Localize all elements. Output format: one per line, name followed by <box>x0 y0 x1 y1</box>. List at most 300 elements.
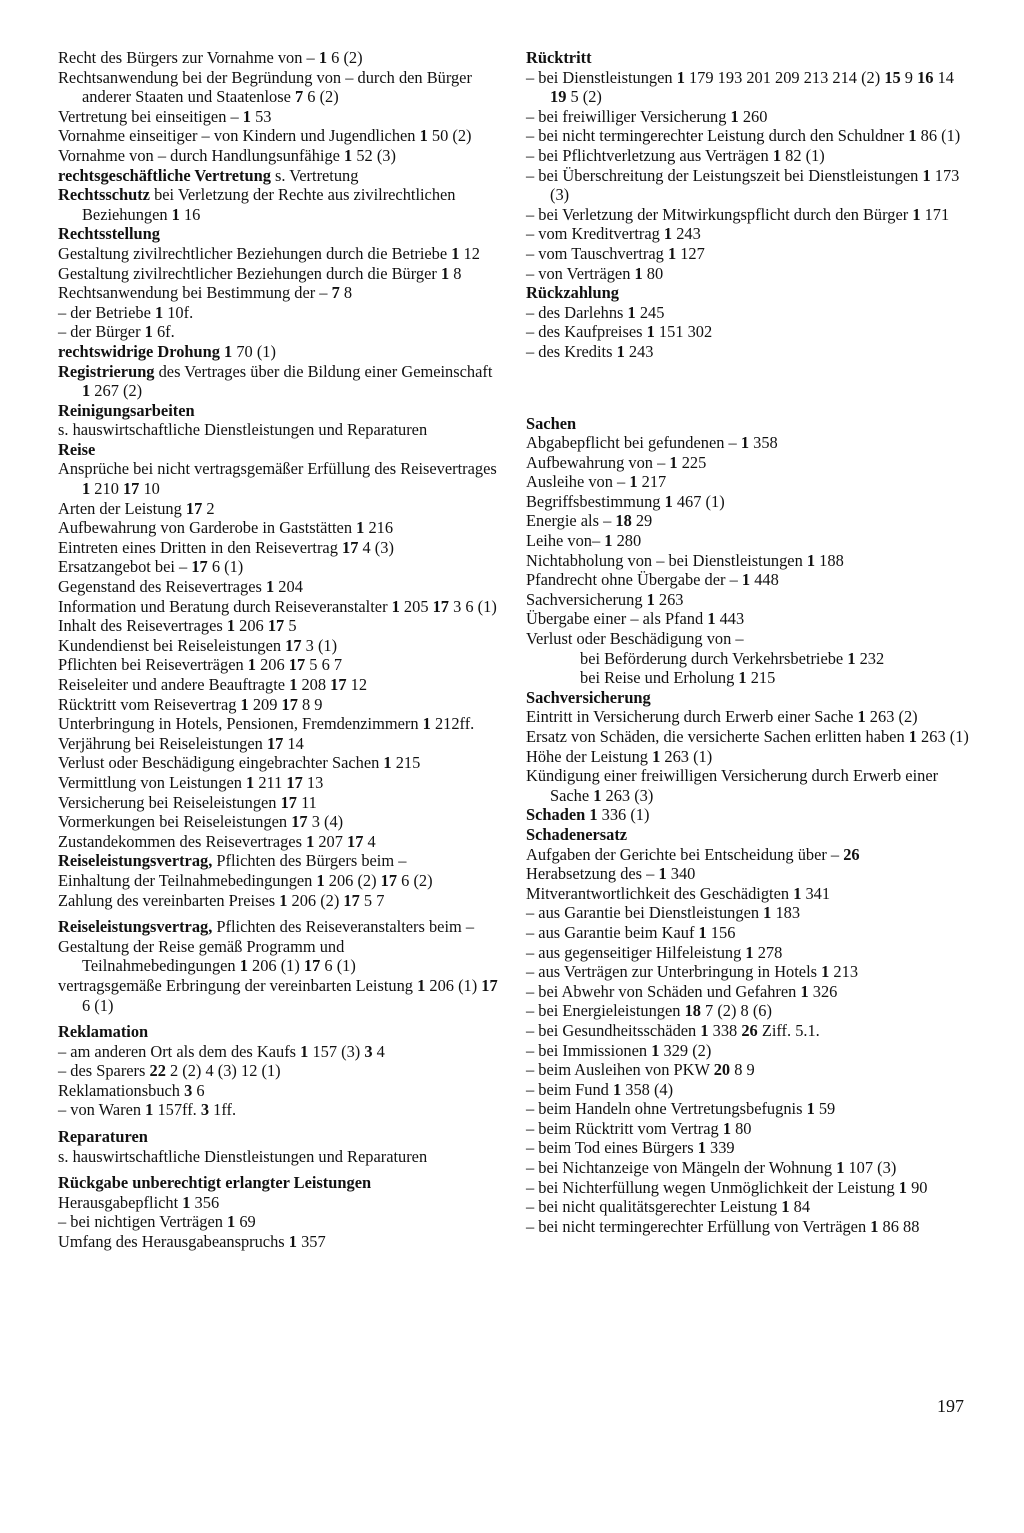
bold-ref: 1 <box>741 570 751 590</box>
index-entry <box>58 126 501 146</box>
index-heading <box>526 414 970 434</box>
bold-ref: 1 <box>740 433 750 453</box>
bold-ref: 1 <box>836 1158 845 1178</box>
index-entry <box>526 1158 970 1178</box>
entry-text: 171 <box>920 204 950 224</box>
entry-text: vertragsgemäße Erbringung der vereinbarten Leistung <box>58 975 418 995</box>
bold-ref: 1 <box>870 1216 879 1236</box>
entry-text: Höhe der Leistung <box>526 746 653 766</box>
index-entry <box>526 747 970 767</box>
entry-text: – bei Immissionen <box>526 1040 652 1060</box>
bold-ref: 1 <box>646 322 655 342</box>
entry-text: 59 <box>814 1099 836 1119</box>
bold-ref: 15 <box>884 67 901 87</box>
entry-text: 6 <box>192 1080 205 1100</box>
bold-ref: 1 <box>589 805 598 825</box>
bold-ref: 1 <box>391 596 400 616</box>
entry-text: Sachversicherung <box>526 589 647 609</box>
entry-text: 90 <box>907 1177 928 1197</box>
entry-text: 1ff. <box>209 1100 237 1120</box>
entry-text: 10f. <box>163 302 194 322</box>
bold-ref: 1 <box>612 1079 622 1099</box>
entry-text: 2 (2) 4 (3) 12 (1) <box>165 1061 281 1081</box>
entry-text: 4 (3) <box>358 537 394 557</box>
index-entry <box>526 472 970 492</box>
entry-text: Herausgabepflicht <box>58 1192 183 1212</box>
index-entry <box>526 511 970 531</box>
entry-text: 206 (1) <box>247 956 304 976</box>
index-entry <box>526 1041 970 1061</box>
entry-text: 8 9 <box>297 694 323 714</box>
index-entry <box>58 1100 501 1120</box>
heading-text: Rechtsstellung <box>58 224 160 244</box>
entry-text: 52 (3) <box>352 145 396 165</box>
entry-text: 278 <box>753 942 783 962</box>
entry-text: – bei nicht termingerechter Leistung durch den Schuldner <box>526 126 909 146</box>
entry-text: bei Reise und Erholung <box>580 668 739 688</box>
bold-ref: 1 <box>821 962 830 982</box>
entry-text: Pflichten des Reiseveranstalters beim – <box>212 917 475 937</box>
entry-text: 263 (1) <box>660 746 713 766</box>
bold-ref: 26 <box>741 1020 758 1040</box>
index-entry <box>58 420 501 440</box>
bold-ref: 1 <box>316 870 325 890</box>
heading-text: Rückzahlung <box>526 283 619 303</box>
bold-ref: 18 <box>684 1001 701 1021</box>
index-entry <box>58 283 501 303</box>
index-entry <box>526 766 970 805</box>
bold-ref: 1 <box>857 707 866 727</box>
entry-text: 358 <box>749 433 778 453</box>
index-entry <box>526 1119 970 1139</box>
bold-ref: 1 <box>279 890 288 910</box>
entry-text: 11 <box>296 792 317 812</box>
entry-text: 188 <box>815 550 844 570</box>
bold-ref: 1 <box>663 224 673 244</box>
entry-text: 29 <box>631 511 653 531</box>
index-entry <box>526 962 970 982</box>
entry-text: 7 (2) 8 (6) <box>700 1001 772 1021</box>
index-entry <box>58 518 501 538</box>
entry-text: 80 <box>731 1118 752 1138</box>
bold-ref: 3 <box>184 1080 193 1100</box>
bold-ref: Schaden <box>526 805 586 825</box>
entry-text: Pflichten des Bürgers beim – <box>212 851 407 871</box>
index-entry <box>58 185 501 224</box>
bold-ref: 17 <box>481 975 498 995</box>
bold-ref: 1 <box>697 1138 706 1158</box>
bold-ref: 17 <box>303 956 321 976</box>
entry-text: 12 <box>459 243 480 263</box>
index-entry <box>526 943 970 963</box>
entry-text: 6 (1) <box>320 956 356 976</box>
bold-ref: Reiseleistungsvertrag, <box>58 851 213 871</box>
index-entry <box>58 1147 501 1167</box>
index-entry <box>526 1217 970 1237</box>
entry-text: Leihe von– <box>526 531 605 551</box>
entry-text: 208 <box>297 675 331 694</box>
entry-text: 12 <box>346 675 368 694</box>
entry-text: 263 (3) <box>601 785 654 805</box>
index-entry <box>58 499 501 519</box>
entry-text: – aus Garantie bei Dienstleistungen <box>526 903 764 923</box>
index-heading <box>526 283 970 303</box>
entry-text: – aus Verträgen zur Unterbringung in Hotels <box>526 962 822 982</box>
entry-text: 80 <box>642 263 664 283</box>
bold-ref: 17 <box>280 792 297 812</box>
bold-ref: 1 <box>806 1099 815 1119</box>
index-entry <box>58 675 501 695</box>
entry-text: 243 <box>624 341 654 361</box>
entry-text: bei Beförderung durch Verkehrsbetriebe <box>580 648 848 668</box>
entry-text: Rücktritt vom Reisevertrag <box>58 694 241 714</box>
entry-text: 217 <box>637 472 667 492</box>
entry-text: 206 (1) <box>425 975 482 995</box>
entry-text: 82 (1) <box>781 145 825 165</box>
bold-ref: 17 <box>432 596 449 616</box>
index-entry <box>58 68 501 107</box>
bold-ref: 1 <box>898 1177 907 1197</box>
entry-text: – der Betriebe <box>58 302 155 322</box>
bold-ref: 20 <box>713 1060 731 1080</box>
entry-text: – bei Abwehr von Schäden und Gefahren <box>526 981 801 1001</box>
bold-ref: 17 <box>286 772 303 792</box>
bold-ref: 1 <box>667 243 677 263</box>
heading-text: Sachen <box>526 413 577 433</box>
entry-text: Vertretung bei einseitigen – <box>58 106 243 126</box>
entry-text: Verlust oder Beschädigung von – <box>526 629 744 649</box>
index-entry <box>526 1099 970 1119</box>
entry-text: Energie als – <box>526 511 616 531</box>
bold-ref: 1 <box>154 302 164 322</box>
entry-text: Gestaltung zivilrechtlicher Beziehungen durch die Betriebe <box>58 243 452 263</box>
entry-text: 107 (3) <box>844 1158 897 1178</box>
entry-text: – aus gegenseitiger Hilfeleistung <box>526 942 746 962</box>
index-entry <box>58 1193 501 1213</box>
bold-ref: 7 <box>295 87 304 107</box>
bold-ref: 1 <box>240 694 249 714</box>
bold-ref: 17 <box>380 870 398 890</box>
index-heading <box>58 224 501 244</box>
index-entry <box>58 107 501 127</box>
spacer <box>58 1015 501 1022</box>
index-entry <box>526 982 970 1002</box>
heading-text: Schadenersatz <box>526 824 628 844</box>
entry-text: – bei Überschreitung der Leistungszeit bei Dienstleistungen <box>526 165 923 185</box>
bold-ref: 1 <box>700 1020 709 1040</box>
index-entry <box>58 264 501 284</box>
bold-ref: 17 <box>185 498 203 518</box>
index-entry <box>526 727 970 747</box>
entry-text: 263 <box>654 589 684 609</box>
entry-text: 467 (1) <box>672 491 725 511</box>
bold-ref: 17 <box>266 733 284 753</box>
bold-ref: 1 <box>288 1232 297 1252</box>
entry-text: Information und Beratung durch Reiseveranstalter <box>58 596 392 616</box>
bold-ref: Rechtsschutz <box>58 185 150 205</box>
index-entry <box>58 655 501 675</box>
entry-text: Rechtsanwendung bei Bestimmung der – <box>58 283 332 303</box>
bold-ref: 1 <box>242 106 251 126</box>
entry-text: Aufbewahrung von Garderobe in Gaststätten <box>58 518 357 538</box>
bold-ref: 1 <box>698 922 707 942</box>
entry-text: Rechtsanwendung bei der Begründung von – durch den Bürger anderer Staaten und Staatenlose <box>58 67 472 107</box>
index-entry <box>58 753 501 773</box>
bold-ref: 17 <box>291 812 308 832</box>
index-entry <box>58 917 501 937</box>
entry-text: 6 (1) <box>82 995 114 1015</box>
bold-ref: 1 <box>171 204 180 224</box>
entry-text: Gestaltung der Reise gemäß Programm und Teilnahmebedingungen <box>58 936 345 976</box>
bold-ref: 1 <box>144 322 153 342</box>
index-entry <box>526 303 970 323</box>
index-entry <box>526 1197 970 1217</box>
entry-text: 6f. <box>152 322 175 342</box>
bold-ref: 1 <box>451 243 460 263</box>
entry-text: 243 <box>672 224 701 244</box>
index-entry <box>526 1021 970 1041</box>
entry-text: 173 (3) <box>550 165 960 205</box>
entry-text: 179 193 201 209 213 214 (2) <box>684 67 885 87</box>
bold-ref: 1 <box>730 106 739 126</box>
entry-text: Pfandrecht ohne Übergabe der – <box>526 570 742 590</box>
index-entry <box>58 616 501 636</box>
index-entry <box>526 1001 970 1021</box>
entry-text: Ersatzangebot bei – <box>58 557 192 577</box>
entry-text: bei Verletzung der Rechte aus zivilrechtlichen Beziehungen <box>82 185 456 224</box>
entry-text: Herabsetzung des – <box>526 864 659 884</box>
entry-text: – der Bürger <box>58 322 145 342</box>
index-entry <box>58 459 501 498</box>
bold-ref: 16 <box>917 67 934 87</box>
spacer <box>58 910 501 917</box>
index-heading <box>58 401 501 421</box>
index-entry <box>58 557 501 577</box>
entry-text: Umfang des Herausgabeanspruchs <box>58 1232 289 1252</box>
bold-ref: 1 <box>226 616 236 636</box>
entry-text: Zahlung des vereinbarten Preises <box>58 890 280 910</box>
index-entry <box>526 433 970 453</box>
index-entry <box>526 453 970 473</box>
entry-text: 5 (2) <box>566 87 602 107</box>
index-entry <box>526 322 970 342</box>
index-entry <box>526 864 970 884</box>
entry-text: 356 <box>190 1192 220 1212</box>
bold-ref: 1 <box>707 609 716 629</box>
index-entry <box>58 303 501 323</box>
entry-text: 3 (4) <box>307 812 344 832</box>
bold-ref: 1 <box>738 668 747 688</box>
entry-text: 212ff. <box>430 714 475 734</box>
bold-ref: rechtsgeschäftliche Vertretung <box>58 165 271 185</box>
index-entry <box>58 597 501 617</box>
index-entry <box>58 773 501 793</box>
bold-ref: 1 <box>781 1197 790 1217</box>
entry-text: – beim Ausleihen von PKW <box>526 1060 714 1080</box>
entry-text: 204 <box>274 577 303 597</box>
bold-ref: 1 <box>634 263 643 283</box>
heading-text: Rücktritt <box>526 48 592 67</box>
entry-text: Ersatz von Schäden, die versicherte Sachen erlitten haben <box>526 727 909 746</box>
index-entry <box>58 976 501 1015</box>
entry-text: 225 <box>677 452 707 472</box>
bold-ref: 1 <box>629 472 638 492</box>
index-entry <box>526 923 970 943</box>
index-entry <box>526 903 970 923</box>
entry-text: Ausleihe von – <box>526 472 630 492</box>
entry-text: 263 (2) <box>865 707 918 727</box>
bold-ref: 17 <box>330 675 347 694</box>
bold-ref: Reiseleistungsvertrag, <box>58 917 213 937</box>
entry-text: 215 <box>391 753 421 773</box>
index-entry <box>58 1042 501 1062</box>
entry-text: Begriffsbestimmung <box>526 491 665 511</box>
bold-ref: 1 <box>318 48 328 67</box>
index-entry <box>526 1060 970 1080</box>
entry-text: 14 <box>283 733 304 753</box>
entry-text: 339 <box>705 1138 735 1158</box>
entry-text: 8 9 <box>730 1060 755 1080</box>
index-entry <box>526 590 970 610</box>
entry-text: 326 <box>808 981 838 1001</box>
index-entry <box>526 492 970 512</box>
bold-ref: 1 <box>745 942 754 962</box>
entry-text: 280 <box>612 531 642 551</box>
entry-text: 329 (2) <box>659 1040 712 1060</box>
entry-text: 206 <box>256 655 289 675</box>
bold-ref: 1 <box>440 263 450 283</box>
entry-text: – aus Garantie beim Kauf <box>526 922 699 942</box>
entry-text: 3 6 (1) <box>449 596 497 616</box>
bold-ref: 3 <box>200 1100 210 1120</box>
entry-text: – bei Nichtanzeige von Mängeln der Wohnung <box>526 1158 837 1178</box>
bold-ref: 1 <box>422 714 431 734</box>
spacer <box>58 1120 501 1127</box>
entry-text: 70 (1) <box>232 341 276 361</box>
entry-text: – beim Fund <box>526 1079 613 1099</box>
heading-text: Sachversicherung <box>526 687 651 707</box>
bold-ref: 1 <box>593 785 602 805</box>
entry-text: Einhaltung der Teilnahmebedingungen <box>58 870 317 890</box>
bold-ref: 1 <box>806 550 816 570</box>
bold-ref: Registrierung <box>58 361 155 381</box>
entry-text: Übergabe einer – als Pfand <box>526 609 708 629</box>
index-heading <box>58 440 501 460</box>
bold-ref: 1 <box>847 648 856 668</box>
entry-text: Nichtabholung von – bei Dienstleistungen <box>526 550 807 570</box>
bold-ref: 1 <box>922 165 931 185</box>
bold-ref: 19 <box>550 87 567 107</box>
index-entry <box>58 1081 501 1101</box>
bold-ref: 1 <box>676 67 685 87</box>
bold-ref: 17 <box>288 655 306 675</box>
entry-text: – bei Verletzung der Mitwirkungspflicht durch den Bürger <box>526 204 913 224</box>
index-entry <box>526 845 970 865</box>
entry-text: – von Waren <box>58 1100 146 1120</box>
entry-text: 211 <box>254 772 287 792</box>
entry-text: 263 (1) <box>916 727 969 746</box>
index-entry <box>58 1212 501 1232</box>
entry-text: Eintritt in Versicherung durch Erwerb einer Sache <box>526 707 858 727</box>
bold-ref: 17 <box>347 831 364 851</box>
entry-text: 183 <box>771 903 801 923</box>
index-entry <box>526 805 970 825</box>
index-entry <box>526 244 970 264</box>
index-entry <box>58 734 501 754</box>
entry-text: Vormerkungen bei Reiseleistungen <box>58 812 292 832</box>
bold-ref: 17 <box>281 694 298 714</box>
entry-text: 157 (3) <box>308 1041 365 1061</box>
entry-text: 13 <box>302 772 324 792</box>
bold-ref: 3 <box>364 1041 373 1061</box>
heading-text: Rückgabe unberechtigt erlangter Leistungen <box>58 1173 372 1193</box>
entry-text: Verlust oder Beschädigung eingebrachter Sachen <box>58 753 384 773</box>
entry-text: 16 <box>179 204 201 224</box>
entry-text: 6 (2) <box>397 870 433 890</box>
index-entry <box>526 107 970 127</box>
entry-text: 358 (4) <box>621 1079 674 1099</box>
heading-text: Reparaturen <box>58 1127 148 1147</box>
entry-text: Pflichten bei Reiseverträgen <box>58 655 248 675</box>
entry-text: 338 <box>708 1020 742 1040</box>
entry-text: Eintreten eines Dritten in den Reisevertrag <box>58 537 343 557</box>
index-entry <box>526 146 970 166</box>
entry-text: Kundendienst bei Reiseleistungen <box>58 635 286 655</box>
index-entry <box>58 1232 501 1252</box>
page-number: 197 <box>937 1396 964 1416</box>
entry-text: – bei Gesundheitsschäden <box>526 1020 701 1040</box>
entry-text: Aufgaben der Gerichte bei Entscheidung über – <box>526 844 844 864</box>
index-entry <box>526 884 970 904</box>
bold-ref: rechtswidrige Drohung <box>58 341 220 361</box>
heading-text: Reinigungsarbeiten <box>58 400 195 420</box>
bold-ref: 18 <box>615 511 632 531</box>
entry-text: – des Sparers <box>58 1061 150 1081</box>
entry-text: 8 <box>449 263 462 283</box>
entry-text: 341 <box>801 883 831 903</box>
entry-text: – bei nichtigen Verträgen <box>58 1212 228 1232</box>
entry-text: 3 (1) <box>301 635 338 655</box>
index-heading <box>526 825 970 845</box>
bold-ref: 1 <box>616 341 625 361</box>
entry-text: – des Kaufpreises <box>526 322 647 342</box>
entry-text: 157ff. <box>153 1100 201 1120</box>
entry-text: Arten der Leistung <box>58 498 186 518</box>
index-entry <box>526 531 970 551</box>
bold-ref: 1 <box>763 903 772 923</box>
entry-text: 340 <box>666 864 696 884</box>
bold-ref: 1 <box>227 1212 236 1232</box>
entry-text: 5 7 <box>359 890 385 910</box>
index-entry <box>526 166 970 205</box>
index-entry <box>58 1061 501 1081</box>
entry-text: Versicherung bei Reiseleistungen <box>58 792 281 812</box>
entry-text: – bei Nichterfüllung wegen Unmöglichkeit der Leistung <box>526 1177 899 1197</box>
entry-text: – am anderen Ort als dem des Kaufs <box>58 1041 301 1061</box>
entry-text: – beim Tod eines Bürgers <box>526 1138 698 1158</box>
entry-text: 84 <box>789 1197 811 1217</box>
bold-ref: 22 <box>149 1061 166 1081</box>
index-entry <box>58 714 501 734</box>
entry-text: 209 <box>248 694 282 714</box>
right-column <box>526 48 970 1236</box>
entry-text: 156 <box>706 922 736 942</box>
entry-text: Reiseleiter und andere Beauftragte <box>58 675 290 694</box>
entry-text: des Vertrages über die Bildung einer Gemeinschaft <box>154 361 493 381</box>
bold-ref: 1 <box>266 577 275 597</box>
entry-text: 245 <box>635 302 665 322</box>
bold-ref: 1 <box>627 302 636 322</box>
